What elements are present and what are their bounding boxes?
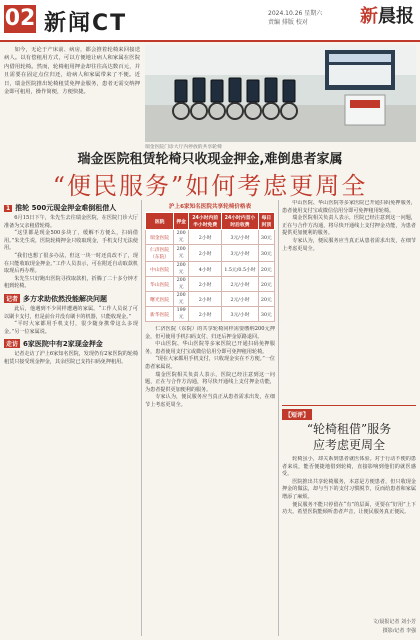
paragraph: 记者走访了沪上6家知名医院，发现仍有2家医院的轮椅租赁只接受现金押金，其余医院已支持扫码免押租用。: [4, 351, 138, 365]
paragraph: “这里都是现金500多块了，缓解不方便么，扫码借用。”朱先生说，医院轮椅押金只收取现金，手机支付无法使用。: [4, 230, 138, 252]
table-cell: 4小时: [189, 262, 222, 277]
column-divider: [278, 200, 279, 636]
paragraph: 此后，他遇到不少同样遭遇的家属。“工作人员说了可以刷卡支付，但是前台并没有刷卡的机器，只能收现金。”: [4, 305, 138, 320]
masthead: [0, 0, 420, 42]
table-row: [146, 245, 275, 262]
table-header: 医院: [146, 213, 174, 230]
section-tag: 记者: [6, 295, 19, 303]
table-cell: 30元: [258, 245, 274, 262]
table-cell: 1.5元/0.5小时: [222, 262, 259, 277]
table-cell: 华山医院: [146, 277, 174, 292]
logo-mark: 新: [360, 6, 378, 27]
intro-paragraph: 如今，无论于产床前、病房，都会推着轮椅来回接送病人。以有偿租用方式，可以方便地让病人和家属在医院内借用轮椅。然而，轮椅租用押金却往往高达数百元，并且需要在固定点位归还，给病人和家属带来了不便。近日，瑞金医院推出轮椅租赁免押金服务，患者无需交纳押金即可租用，操作简便，方便快捷。: [4, 47, 140, 96]
commentary-body: [282, 456, 416, 616]
article-column-1: [4, 200, 138, 636]
paragraph: 专家认为，便民服务应当真正从患者需求出发，在细节上考虑更周全。: [282, 237, 416, 252]
table-cell: 20元: [258, 262, 274, 277]
paragraph: 瑞金医院相关负责人表示，医院已经注意到这一问题，正在与合作方沟通，将尽快开通线上支付押金功能，为患者提供更加便利的服务。: [282, 215, 416, 237]
headline-subtitle: “便民服务”如何考虑更周全: [52, 172, 368, 200]
byline-photographer: 摄影/记者 李强: [382, 628, 416, 634]
table-cell: 200元: [174, 230, 189, 245]
paragraph: 专家认为，便民服务应当真正从患者需求出发，在细节上考虑更周全。: [145, 394, 275, 408]
section-heading-1: [4, 203, 138, 213]
issue-date: 2024.10.26 星期六: [268, 10, 323, 17]
table-cell: 2小时: [189, 277, 222, 292]
paragraph: 中山医院、华山医院等多家医院已开通扫码免押服务，患者使用支付宝或微信信用分即可免押租用轮椅。: [282, 200, 416, 214]
table-cell: 2小时: [189, 230, 222, 245]
table-cell: 曙光医院: [146, 292, 174, 307]
section-title: 6家医院中有2家现金押金: [23, 340, 103, 349]
commentary-title-line2: 应考虑更周全: [312, 438, 385, 452]
newspaper-logo: [360, 2, 414, 28]
paragraph: “我们也想了很多办法，但这一块一时还真改不了，现在只能收取现金押金。”工作人员表示，可在附近自动取款机取现后再办理。: [4, 252, 138, 275]
column-divider: [141, 200, 142, 636]
article-column-2: [145, 326, 275, 636]
lead-photo: [145, 45, 416, 142]
table-cell: 2元/小时: [222, 292, 259, 307]
table-cell: 200元: [174, 292, 189, 307]
headline-title: 瑞金医院租赁轮椅只收现金押金,难倒患者家属: [77, 152, 343, 167]
price-table-grid: [145, 212, 275, 322]
paragraph: 医院推出共享轮椅服务，本意是方便患者，但只收现金押金的做法，却与当下的支付习惯脱节，反而给患者和家属增添了麻烦。: [282, 478, 416, 500]
paragraph: 中山医院、华山医院等多家医院已开通扫码免押服务，患者使用支付宝或微信信用分即可免押租用轮椅。: [145, 341, 275, 355]
article-column-3: [282, 200, 416, 400]
table-cell: 20元: [258, 292, 274, 307]
editor-credits: 责编 排版 校对: [268, 19, 308, 26]
table-cell: 30元: [258, 307, 274, 322]
table-header: 押金: [174, 213, 189, 230]
table-header: 24小时内前半小时免费: [189, 213, 222, 230]
byline-writer: 文/晨报记者 刘小芳: [372, 619, 416, 625]
table-cell: 3元/小时: [222, 307, 259, 322]
paragraph: 便民服务不能只停留在“有”的层面，更要在“好用”上下功夫。希望医院能倾听患者声音，让便民服务真正便民。: [282, 501, 416, 516]
wheelchair-photo-illustration: [145, 45, 416, 142]
table-cell: 2小时: [189, 292, 222, 307]
table-cell: 199元: [174, 307, 189, 322]
table-row: [146, 277, 275, 292]
table-cell: 30元: [258, 230, 274, 245]
table-cell: 新华医院: [146, 307, 174, 322]
section-title: 推轮 500元现金押金难倒租借人: [15, 204, 117, 212]
table-header: 24小时内首小时后收费: [222, 213, 259, 230]
table-row: [146, 262, 275, 277]
table-cell: 2小时: [189, 245, 222, 262]
price-table: [145, 202, 275, 322]
table-cell: 20元: [258, 277, 274, 292]
paragraph: 朱先生只好跑出医院寻找取款机，折腾了二十多分钟才租到轮椅。: [4, 275, 138, 290]
table-row: [146, 307, 275, 322]
commentary-title-line1: “轮椅租借”服务: [306, 422, 392, 436]
table-cell: 瑞金医院: [146, 230, 174, 245]
photo-caption: 瑞金医院门诊大厅内停放的共享轮椅: [145, 145, 222, 150]
table-cell: 2小时: [189, 307, 222, 322]
table-cell: 200元: [174, 245, 189, 262]
section-name: 新闻CT: [44, 11, 128, 36]
section-heading-2: [4, 294, 138, 304]
paragraph: “平时大家都用手机支付，很少随身携带这么多现金。”另一位家属说。: [4, 321, 138, 335]
table-row: [146, 230, 275, 245]
paragraph: 轮椅虽小，却关系到患者就医体验。对于行动不便的患者来说，能否便捷地借到轮椅，直接影响到他们的就医感受。: [282, 456, 416, 478]
table-cell: 200元: [174, 262, 189, 277]
table-cell: 3元/小时: [222, 245, 259, 262]
table-cell: 仁济医院（东院）: [146, 245, 174, 262]
commentary-box: [282, 405, 416, 638]
table-title: 沪上6家知名医院共享轮椅价格表: [168, 204, 252, 210]
paragraph: “现在大家都用手机支付，只收现金实在不方便。”一位患者家属说。: [145, 356, 275, 370]
table-row: [146, 292, 275, 307]
commentary-tag: 【短评】: [282, 409, 312, 420]
paragraph: 瑞金医院相关负责人表示，医院已经注意到这一问题，正在与合作方沟通，将尽快开通线上支付押金功能，为患者提供更加便利的服务。: [145, 371, 275, 393]
table-cell: 200元: [174, 277, 189, 292]
logo-text: 晨报: [378, 6, 414, 27]
section-heading-3: [4, 339, 138, 349]
section-number: 02: [4, 6, 36, 31]
section-tag: 1: [6, 205, 11, 212]
paragraph: 仁济医院（东院）的共享轮椅同样需要缴纳200元押金，但可使用手机扫码支付，归还后押金原路退回。: [145, 326, 275, 340]
section-title: 多方求助依然没能解决问题: [23, 294, 108, 303]
paragraph: 6月15日下午，朱先生去往瑞金医院，在医院门诊大厅准备为父亲租借轮椅。: [4, 215, 138, 229]
table-header: 每日封顶: [258, 213, 274, 230]
table-cell: 3元/小时: [222, 230, 259, 245]
table-cell: 中山医院: [146, 262, 174, 277]
table-cell: 2元/小时: [222, 277, 259, 292]
section-tag: 走访: [6, 341, 19, 349]
